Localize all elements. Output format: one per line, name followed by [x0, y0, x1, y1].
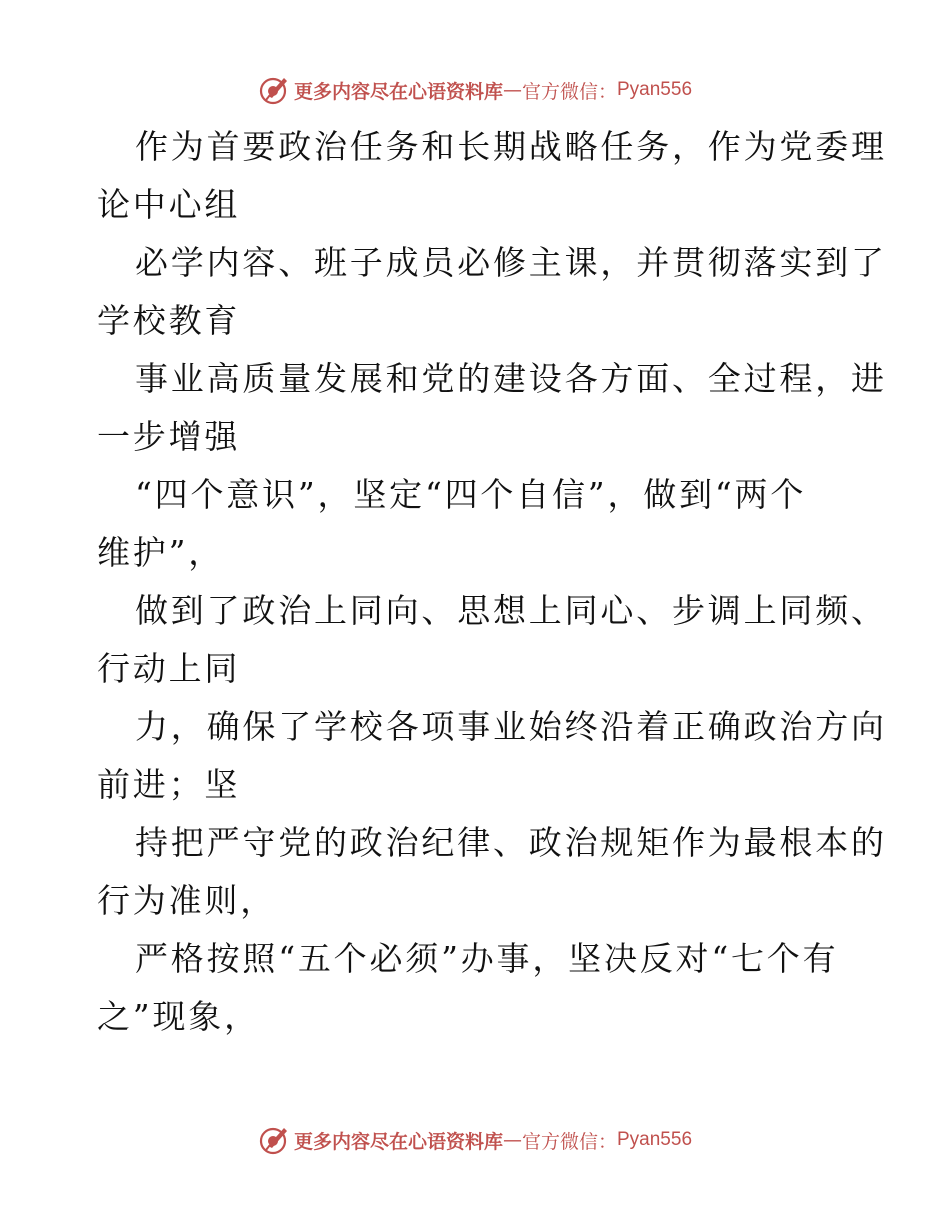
- feather-pen-seal-icon: [258, 1124, 290, 1156]
- footer-watermark: [0, 1120, 950, 1160]
- text-line: 维护”，: [97, 533, 225, 572]
- text-line: 持把严守党的政治纪律、政治规矩作为最根本的: [135, 823, 887, 862]
- text-line: 严格按照“五个必须”办事，坚决反对“七个有: [135, 939, 839, 978]
- header-watermark: [0, 70, 950, 110]
- text-line: 行为准则，: [97, 881, 276, 920]
- text-line: “四个意识”，坚定“四个自信”，做到“两个: [135, 475, 807, 514]
- watermark-dash: —: [502, 79, 522, 101]
- text-line: 做到了政治上同向、思想上同心、步调上同频、: [135, 591, 887, 630]
- feather-pen-seal-icon: [258, 74, 290, 106]
- text-line: 作为首要政治任务和长期战略任务，作为党委理: [135, 127, 887, 166]
- text-line: 事业高质量发展和党的建设各方面、全过程，进: [135, 359, 887, 398]
- watermark-dash: —: [502, 1129, 522, 1151]
- text-line: 之”现象，: [97, 997, 260, 1036]
- watermark-text-official: 官方微信：: [521, 1130, 617, 1153]
- watermark-text-main: 更多内容尽在心语资料库: [293, 1130, 503, 1153]
- text-line: 前进；坚: [97, 765, 241, 804]
- text-line: 论中心组: [97, 185, 241, 224]
- text-line: 行动上同: [97, 649, 241, 688]
- text-line: 力，确保了学校各项事业始终沿着正确政治方向: [135, 707, 887, 746]
- document-body: [97, 118, 887, 1046]
- text-line: 必学内容、班子成员必修主课，并贯彻落实到了: [135, 243, 887, 282]
- watermark-text-official: 官方微信：: [521, 80, 617, 103]
- text-line: 学校教育: [97, 301, 241, 340]
- watermark-text-main: 更多内容尽在心语资料库: [293, 80, 503, 103]
- watermark-wechat-id: Pyan556: [617, 1129, 693, 1150]
- watermark-wechat-id: Pyan556: [617, 79, 693, 100]
- text-line: 一步增强: [97, 417, 241, 456]
